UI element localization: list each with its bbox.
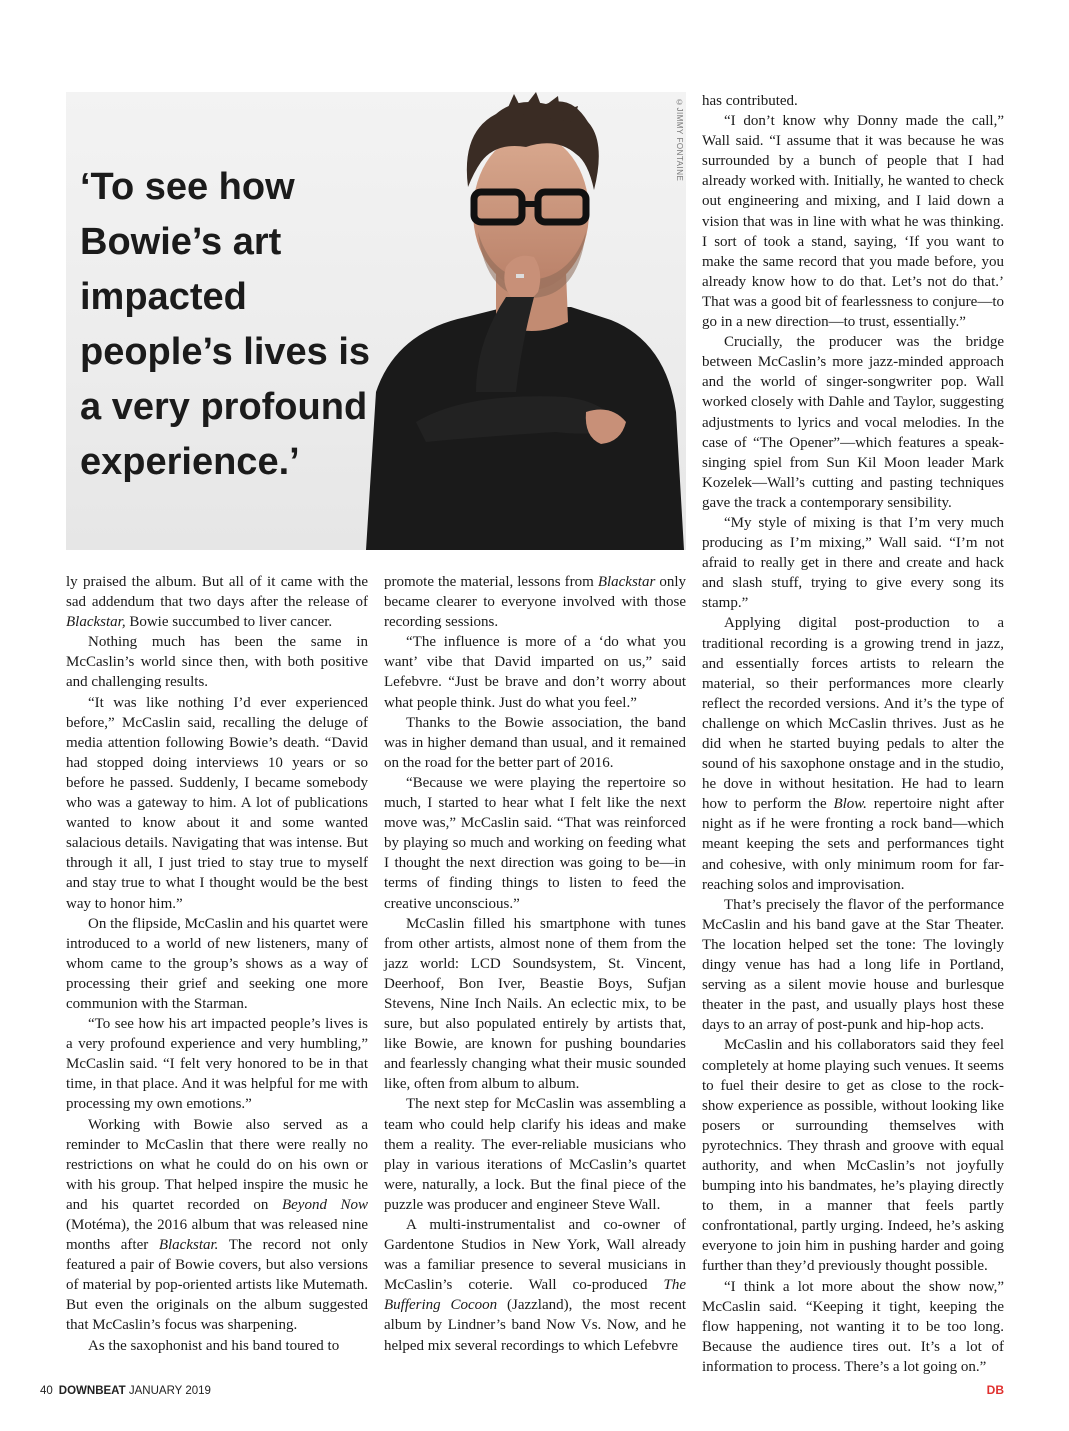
article-paragraph: McCaslin filled his smartphone with tunes from other artists, almost none of them from the jazz world: LCD Soundsystem, St. Vincent, Deerhoof, Bon Iver, Beastie Boys, Sufjan Stevens, Nine Inch Nails. An eclectic mix, to be sure, but also populated entirely by artists that, like Bowie, are known for pushing boundaries and fearlessly changing what their music sounded like, often from album to album. [384, 915, 686, 1093]
article-paragraph: As the saxophonist and his band toured to [88, 1337, 340, 1354]
pull-quote-line: Bowie’s art impacted [80, 221, 282, 318]
page-footer [40, 1385, 211, 1397]
pull-quote-line: a very profound [80, 386, 368, 428]
article-paragraph: promote the material, lessons from Blackstar only became clearer to everyone involved with those recording sessions. [384, 574, 687, 631]
issue-date: JANUARY 2019 [128, 1385, 211, 1397]
article-column-2 [384, 572, 686, 1356]
article-paragraph: ly praised the album. But all of it came with the sad addendum that two days after the release of Blackstar, Bowie succumbed to liver cancer. [66, 574, 368, 631]
article-paragraph: “To see how his art impacted people’s lives is a very profound experience and very humbling,” McCaslin said. “I felt very honored to be in that time, in that place. And it was helpful for me with processing my own emotions.” [66, 1016, 368, 1113]
article-paragraph: Applying digital post-production to a traditional recording is a growing trend in jazz, and essentially forces artists to relearn the material, so their performances more clearly reflect the recorded versions. And it’s the type of challenge on which McCaslin thrives. Just as he did when he started buying pedals to alter the sound of his saxophone onstage and in the studio, he dove in without hesitation. He had to learn how to perform the Blow. repertoire night after night as if he were fronting a rock band—which meant keeping the sets and performances tight and cohesive, with only minimum room for far-reaching solos and improvisation. [702, 615, 1004, 893]
article-paragraph: “It was like nothing I’d ever experienced before,” McCaslin said, recalling the deluge of media attention following Bowie’s death. “David had stopped doing interviews 10 years or so before he passed. Suddenly, I became somebody who was a gateway to him. A lot of publications wanted to know about it and some wanted salacious details. Navigating that was intense. But through it all, I just tried to stay true to myself and stay true to what I thought would be the best way to honor him.” [66, 694, 368, 912]
article-paragraph: Crucially, the producer was the bridge between McCaslin’s more jazz-minded approach and the world of singer-songwriter pop. Wall worked closely with Dahle and Taylor, suggesting adjustments to lyrics and vocal melodies. In the case of “The Opener”—which features a speak-singing spiel from Sun Kil Moon leader Mark Kozelek—Wall’s cutting and pasting techniques gave the track a contemporary sensibility. [702, 334, 1004, 511]
pull-quote-line: people’s lives is [80, 331, 371, 373]
article-paragraph: Working with Bowie also served as a reminder to McCaslin that there were really no restrictions on what he could do on his own or with his group. That helped inspire the music he and his quartet recorded on Beyond Now (Motéma), the 2016 album that was released nine months after Blackstar. The record not only featured a pair of Bowie covers, but also versions of material by pop-oriented artists like Mutemath. But even the originals on the album suggested that McCaslin’s focus was sharpening. [66, 1116, 368, 1334]
page-number: 40 [40, 1385, 53, 1397]
pull-quote [80, 160, 400, 490]
article-paragraph: Nothing much has been the same in McCaslin’s world since then, with both positive and challenging results. [66, 634, 368, 691]
article-paragraph: “I think a lot more about the show now,” McCaslin said. “Keeping it tight, keeping the flow happening, not wanting it to be too long. Because the audience tires out. It’s a lot of information to process. There’s a lot going on.” DB [702, 1277, 1004, 1377]
article-paragraph: “I don’t know why Donny made the call,” Wall said. “I assume that it was because he was surrounded by a bunch of people that I had already worked with. Initially, he wanted to check out engineering and mixing, and I laid down a vision that was in line with what he was thinking. I sort of took a stand, saying, ‘If you want to make the same record that you made before, you already know how to do that. Let’s not do that.’ That was a good bit of fearlessness to conjure—to go in a new direction—to trust, essentially.” [702, 113, 1004, 331]
article-column-1 [66, 572, 368, 1356]
portrait-illustration [356, 92, 686, 550]
article-paragraph: has contributed. [702, 93, 798, 109]
pull-quote-line: ‘To see how [80, 166, 295, 208]
article-paragraph: “The influence is more of a ‘do what you want’ vibe that David imparted on us,” said Lefebvre. “Just be brave and don’t worry about what people think. Just do what you feel.” [384, 634, 686, 711]
article-paragraph: McCaslin and his collaborators said they feel completely at home playing such venues. It seems to fuel their desire to get as close to the rock-show experience as possible, without looking like posers or surrounding themselves with pyrotechnics. They thrash and groove with equal authority, and when McCaslin’s not joyfully bumping into his bandmates, he’s playing directly to them, in a manner that feels partly confrontational, partly urging. Indeed, he’s asking everyone to join him in pushing harder and going further than they’d previously thought possible. [702, 1037, 1004, 1275]
article-paragraph: A multi-instrumentalist and co-owner of Gardentone Studios in New York, Wall already was a familiar presence to several musicians in McCaslin’s coterie. Wall co-produced The Buffering Cocoon (Jazzland), the most recent album by Lindner’s band Now Vs. Now, and he helped mix several recordings to which Lefebvre [384, 1217, 686, 1354]
article-paragraph: “My style of mixing is that I’m very much producing as I’m mixing,” Wall said. “I’m not afraid to really get in there and create and hack and slash stuff, trying to give every song its stamp.” [702, 514, 1004, 612]
article-paragraph: That’s precisely the flavor of the performance McCaslin and his band gave at the Star Theater. The location helped set the tone: The lovingly dingy venue has had a long life in Portland, serving as a silent movie house and burlesque theater in the past, and usually plays host these days to an array of post-punk and hip-hop acts. [702, 896, 1004, 1034]
article-paragraph: The next step for McCaslin was assembling a team who could help clarify his ideas and make them a reality. The ever-reliable musicians who play in various iterations of McCaslin’s quartet were, naturally, a lock. But the final piece of the puzzle was producer and engineer Steve Wall. [384, 1096, 686, 1213]
article-paragraph: “Because we were playing the repertoire so much, I started to hear what I felt like the next move was,” McCaslin said. “That was reinforced by playing so much and working on feeding what I thought the next direction was going to be—in terms of finding things to listen to feed the creative unconscious.” [384, 774, 686, 912]
article-paragraph: On the flipside, McCaslin and his quartet were introduced to a world of new listeners, many of whom came to the group’s shows as a way of processing their grief and seeking one more communion with the Starman. [66, 915, 368, 1012]
portrait-photo [66, 92, 686, 550]
article-paragraph: Thanks to the Bowie association, the band was in higher demand than usual, and it remained on the road for the better part of 2016. [384, 714, 686, 771]
article-column-3 [702, 91, 1004, 1400]
magazine-name: DOWNBEAT [58, 1385, 126, 1397]
pull-quote-line: experience.’ [80, 441, 300, 483]
photo-credit: ©JIMMY FONTAINE [675, 98, 684, 182]
end-mark: DB [986, 1383, 1004, 1397]
